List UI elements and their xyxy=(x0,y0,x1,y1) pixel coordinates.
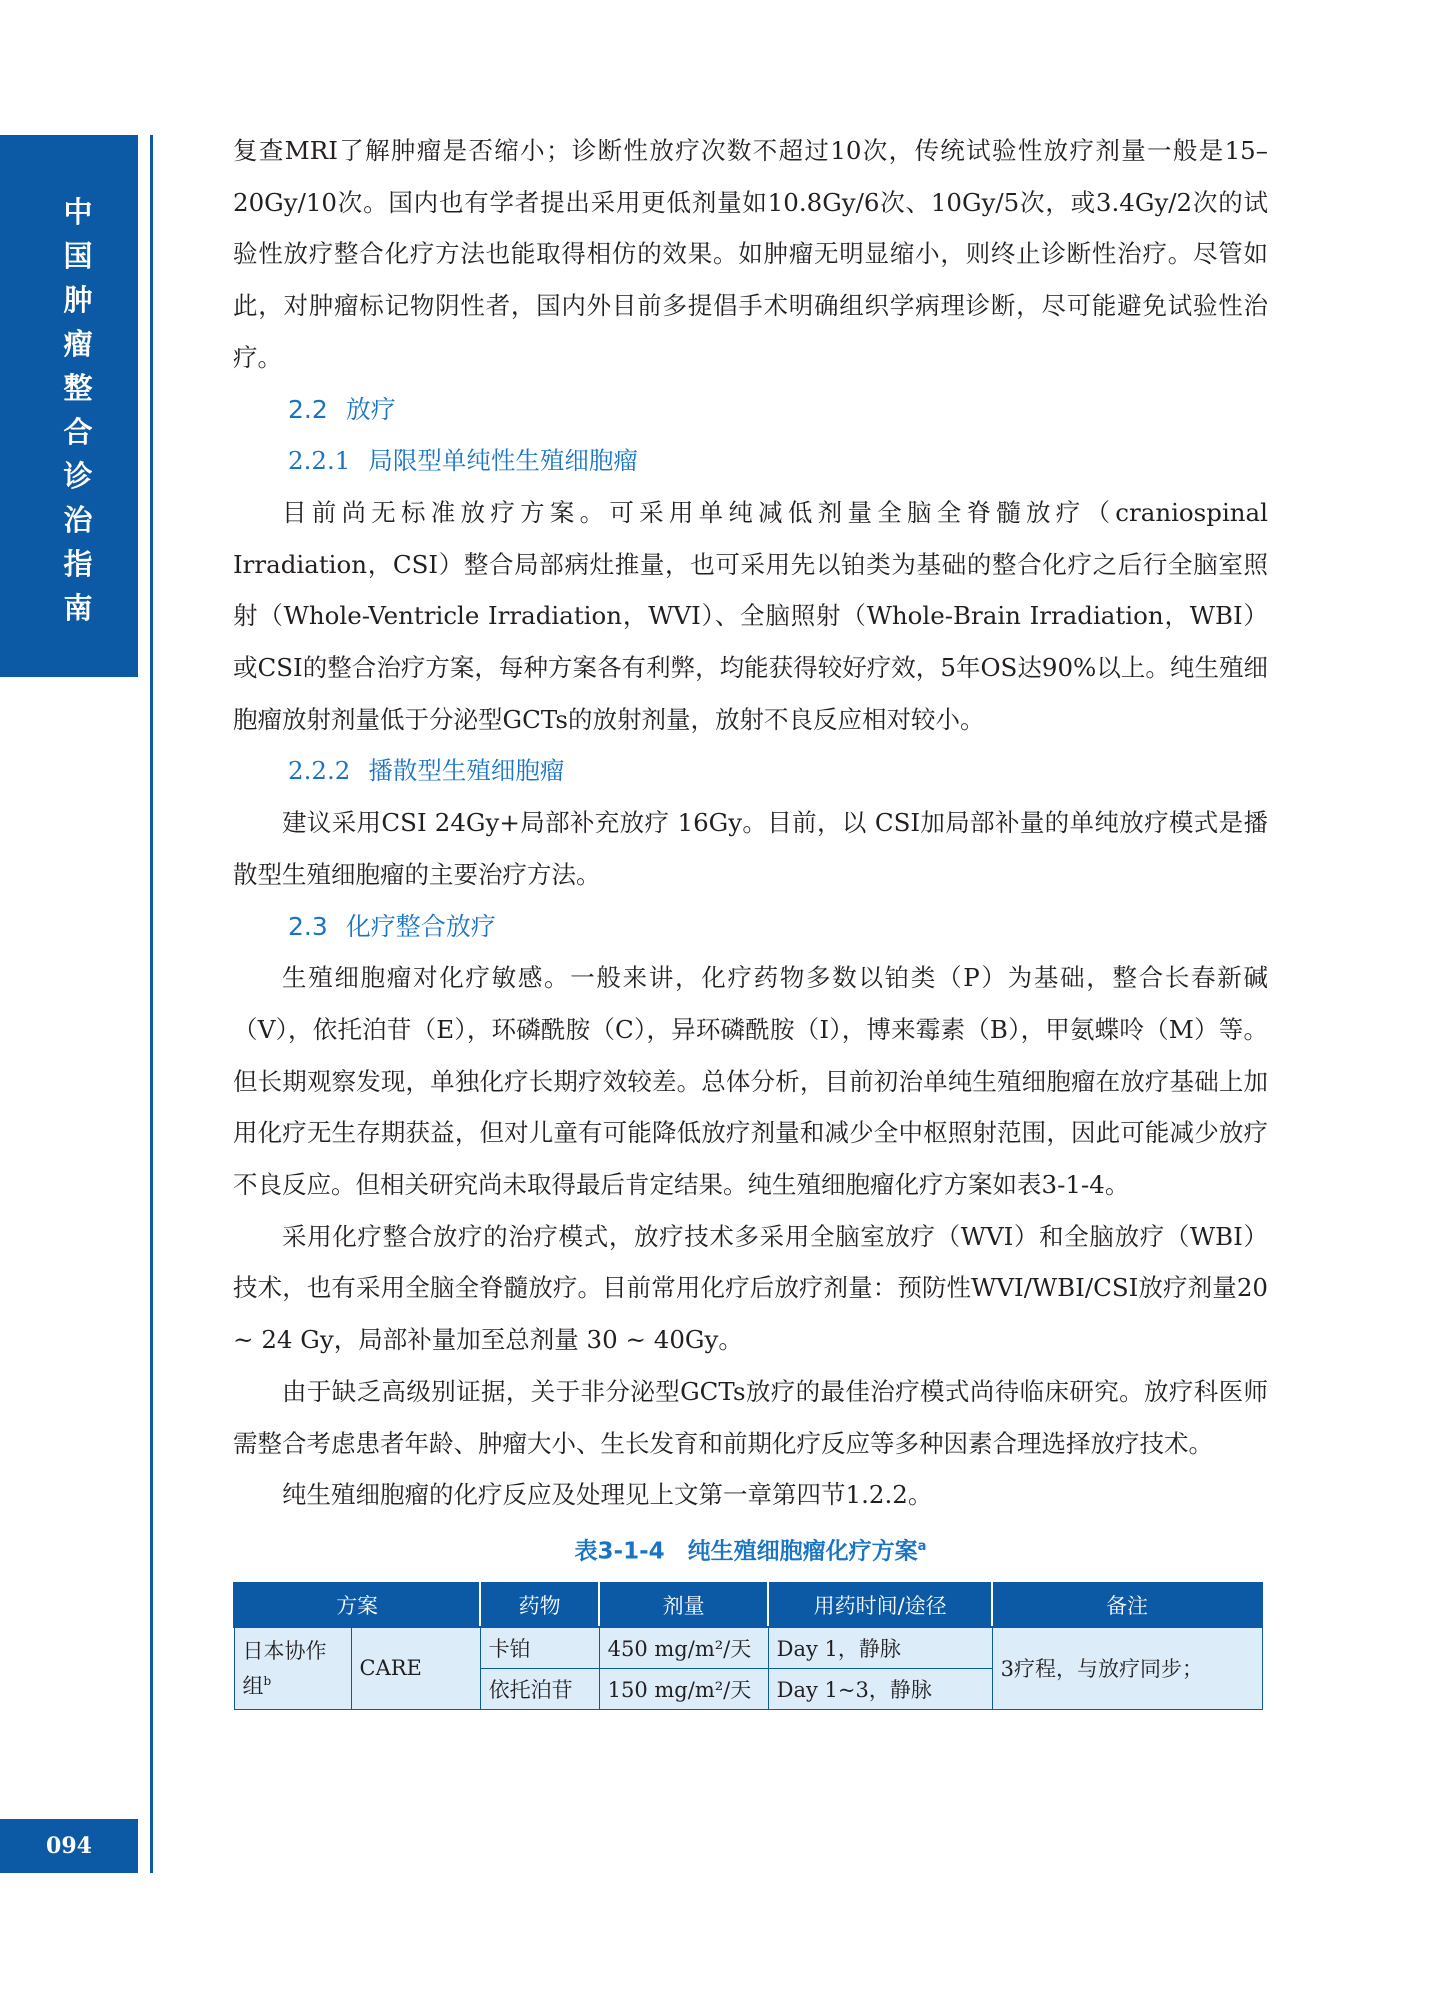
note-cell: 3疗程，与放疗同步； xyxy=(992,1627,1262,1710)
paragraph: 建议采用CSI 24Gy+局部补充放疗 16Gy。目前，以 CSI加局部补量的单纯放疗模式是播散型生殖细胞瘤的主要治疗方法。 xyxy=(233,808,1268,889)
header-cell: 用药时间/途径 xyxy=(768,1583,992,1627)
dose-cell: 450 mg/m²/天 xyxy=(599,1627,768,1669)
time-cell: Day 1，静脉 xyxy=(768,1627,992,1669)
header-cell: 备注 xyxy=(992,1583,1262,1627)
section-number: 2.2.2 xyxy=(288,756,351,786)
margin-rule xyxy=(150,135,153,1873)
group-footnote-mark: b xyxy=(263,1673,272,1688)
section-heading-2-2 xyxy=(233,384,1268,436)
section-title: 化疗整合放疗 xyxy=(345,911,496,941)
paragraph: 生殖细胞瘤对化疗敏感。一般来讲，化疗药物多数以铂类（P）为基础，整合长春新碱（V），依托泊苷（E），环磷酰胺（C），异环磷酰胺（I），博来霉素（B），甲氨蝶呤（M）等。但长期观察发现，单独化疗长期疗效较差。总体分析，目前初治单纯生殖细胞瘤在放疗基础上加用化疗无生存期获益，但对儿童有可能降低放疗剂量和减少全中枢照射范围，因此可能减少放疗不良反应。但相关研究尚未取得最后肯定结果。纯生殖细胞瘤化疗方案如表3-1-4。 xyxy=(233,963,1268,1200)
header-cell: 药物 xyxy=(480,1583,599,1627)
table-caption-text: 表3-1-4 纯生殖细胞瘤化疗方案 xyxy=(574,1538,918,1565)
table-row xyxy=(234,1627,1262,1669)
section-number: 2.2.1 xyxy=(288,446,351,476)
section-title: 放疗 xyxy=(345,394,396,424)
dose-cell: 150 mg/m²/天 xyxy=(599,1668,768,1709)
table-caption-footnote-mark: a xyxy=(917,1538,927,1554)
main-content xyxy=(233,125,1268,1710)
header-cell: 方案 xyxy=(234,1583,480,1627)
paragraph: 由于缺乏高级别证据，关于非分泌型GCTs放疗的最佳治疗模式尚待临床研究。放疗科医师需整合考虑患者年龄、肿瘤大小、生长发育和前期化疗反应等多种因素合理选择放疗技术。 xyxy=(233,1376,1268,1458)
drug-cell: 依托泊苷 xyxy=(480,1668,599,1709)
header-cell: 剂量 xyxy=(599,1583,768,1627)
section-number: 2.3 xyxy=(288,911,328,941)
regimen-table xyxy=(233,1582,1263,1710)
page-number: 094 xyxy=(46,1833,92,1859)
time-cell: Day 1~3，静脉 xyxy=(768,1668,992,1709)
table-caption xyxy=(233,1527,1268,1572)
drug-cell: 卡铂 xyxy=(480,1627,599,1669)
paragraph: 采用化疗整合放疗的治疗模式，放疗技术多采用全脑室放疗（WVI）和全脑放疗（WBI）技术，也有采用全脑全脊髓放疗。目前常用化疗后放疗剂量：预防性WVI/WBI/CSI放疗剂量20 ~ 24 Gy，局部补量加至总剂量 30 ~ 40Gy。 xyxy=(233,1221,1268,1355)
paragraph: 复查MRI了解肿瘤是否缩小；诊断性放疗次数不超过10次，传统试验性放疗剂量一般是15–20Gy/10次。国内也有学者提出采用更低剂量如10.8Gy/6次、10Gy/5次，或3.4Gy/2次的试验性放疗整合化疗方法也能取得相仿的效果。如肿瘤无明显缩小，则终止诊断性治疗。尽管如此，对肿瘤标记物阴性者，国内外目前多提倡手术明确组织学病理诊断，尽可能避免试验性治疗。 xyxy=(233,136,1268,372)
section-heading-2-2-1 xyxy=(233,435,1268,487)
section-heading-2-2-2 xyxy=(233,745,1268,797)
group-name: 日本协作组 xyxy=(242,1638,327,1698)
paragraph: 目前尚无标准放疗方案。可采用单纯减低剂量全脑全脊髓放疗（craniospinal Irradiation，CSI）整合局部病灶推量，也可采用先以铂类为基础的整合化疗之后行全脑室照射（Whole-Ventricle Irradiation，WVI）、全脑照射（Whole-Brain Irradiation，WBI）或CSI的整合治疗方案，每种方案各有利弊，均能获得较好疗效，5年OS达90%以上。纯生殖细胞瘤放射剂量低于分泌型GCTs的放射剂量，放射不良反应相对较小。 xyxy=(233,497,1268,734)
section-title: 局限型单纯性生殖细胞瘤 xyxy=(368,446,638,476)
paragraph: 纯生殖细胞瘤的化疗反应及处理见上文第一章第四节1.2.2。 xyxy=(282,1480,933,1510)
sidebar-book-title: 中国肿瘤整合诊治指南 xyxy=(63,195,93,625)
section-heading-2-3 xyxy=(233,901,1268,953)
group-cell xyxy=(234,1627,351,1710)
table-header-row xyxy=(234,1583,1262,1627)
section-title: 播散型生殖细胞瘤 xyxy=(368,756,565,786)
section-number: 2.2 xyxy=(288,394,328,424)
regimen-cell: CARE xyxy=(351,1627,480,1710)
